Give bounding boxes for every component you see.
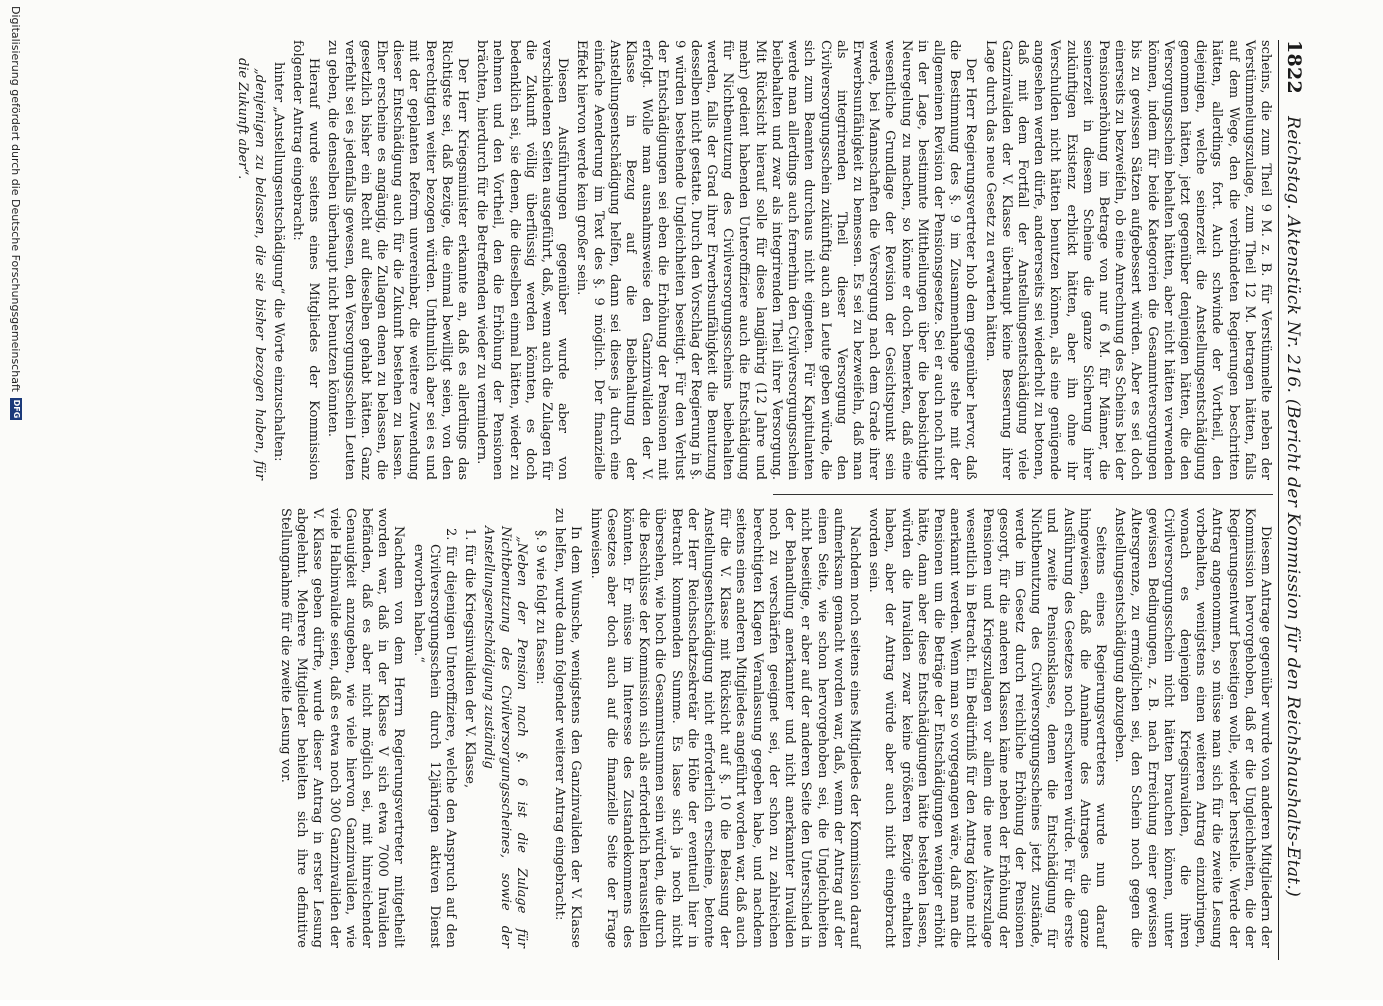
page-number: 1822 <box>1283 40 1305 95</box>
page-header <box>1283 40 1313 960</box>
paragraph: scheins, die zum Theil 9 M. z. B. für Verstümmelte neben der Verstümmelungszulage, zum Theil 12 M. betragen hätten, falls auf dem Wege, den die verbündeten Regierungen beschritten hätten, allerdings fort. Auch schwinde der Vortheil, den diejenigen, welche seinerzeit die Anstellungsentschädigung genommen hätten, jetzt gegenüber denjenigen hätten, die den Versorgungsschein behalten hätten, aber nicht hätten verwenden können, indem für beide Kategorien die Gesammtversorgungen bis zu gewissen Sätzen aufgebessert würden. Aber es sei doch einerseits zu bezweifeln, ob eine Anrechnung des Scheins bei der Pensionserhöhung im Betrage von nur 6 M. für Männer, die seinerzeit in diesem Scheine die ganze Sicherung ihrer zukünftigen Existenz erblickt hätten, aber ihn ohne ihr Verschulden nicht hätten benutzen können, als eine genügende angesehen werden dürfe, andererseits sei wiederholt zu betonen, daß mit dem Fortfall der Anstellungsentschädigung viele Ganzinvaliden der V. Klasse überhaupt keine Besserung ihrer Lage durch das neue Gesetz zu erwarten hätten. <box>982 40 1273 480</box>
paragraph: Der Herr Kriegsminister erkannte an, daß es allerdings das Richtigste sei, daß Bezüge, die einmal bewilligt seien, von den Berechtigten weiter bezogen würden. Unthunlich aber sei es und mit der geplanten Reform unvereinbar, die weitere Zuwendung dieser Entschädigung auch für die Zukunft bestehen zu lassen. Eher erscheine es angängig, die Zulagen denen zu belassen, die gesetzlich bisher ein Recht auf dieselben gehabt hätten. Ganz verfehlt sei es jedenfalls gewesen, den Versorgungsschein Leuten zu geben, die denselben überhaupt nicht benutzen könnten. <box>325 40 471 480</box>
quoted-amendment: „denjenigen zu belassen, die sie bisher bezogen haben, für die Zukunft aber“. <box>235 58 267 480</box>
paragraph: Diesen Ausführungen gegenüber wurde aber von verschiedenen Seiten ausgeführt, daß, wenn auch die Zulagen für die Zukunft völlig überflüssig werden könnten, es doch bedenklich sei, sie denen, die dieselben einmal hätten, wieder zu nehmen und den Vortheil, den die Erhöhung der Pensionen brächten, hierdurch für die Betreffenden wieder zu vermindern. <box>474 40 571 480</box>
paragraph: §. 9 wie folgt zu fassen: <box>533 530 549 685</box>
paragraph: In dem Wunsche, wenigstens den Ganzinvaliden der V. Klasse zu helfen, wurde dann folgender weiterer Antrag eingebracht: <box>552 508 584 948</box>
header-rule <box>1278 40 1279 960</box>
running-title: Reichstag. Aktenstück Nr. 216. (Bericht der Kommission für den Reichshaushalts-Etat.) <box>1283 116 1303 898</box>
list-item: 1. für die Kriegsinvaliden der V. Klasse, <box>462 528 478 789</box>
right-column <box>273 508 1273 948</box>
column-divider <box>773 494 1273 495</box>
left-column <box>235 40 1273 480</box>
paragraph: Seitens eines Regierungsvertreters wurde nun darauf hingewiesen, daß die Annahme des Antrages die ganze Ausführung des Gesetzes noch erschweren würde. Für die erste und zweite Pensionsklasse, denen die Entschädigung für Nichtbenutzung des Civilversorgungsscheines jetzt zustände, werde im Gesetz durch reichliche Erhöhung der Pensionen gesorgt, für die anderen Klassen käme neben der Erhöhung der Pensionen und Kriegszulagen vor allem die neue Alterszulage wesentlich in Betracht. Ein Bedürfniß für den Antrag könne nicht anerkannt werden. Wenn man so vorgegangen wäre, daß man die Pensionen um die Beträge der Entschädigungen weniger erhöht hätte, dann aber diese Entschädigungen hätte bestehen lassen, würden die Invaliden zwar keine größeren Bezüge erhalten haben, aber der Antrag würde aber auch nicht eingebracht worden sein. <box>866 508 1108 948</box>
credit-text: Digitalisierung gefördert durch die Deutsche Forschungsgemeinschaft <box>9 6 23 392</box>
dfg-logo: DFG <box>12 399 21 419</box>
list-item: 2. für diejenigen Unteroffiziere, welche den Anspruch auf den Civilversorgungsschein durch 12jährigen aktiven Dienst erworben haben.“ <box>410 528 459 948</box>
digitization-credit <box>6 0 26 1006</box>
paragraph: Nachdem noch seitens eines Mitgliedes der Kommission darauf aufmerksam gemacht worden war, daß, wenn der Antrag auf der einen Seite, wie schon hervorgehoben sei, die Ungleichheiten nicht beseitige, er aber auf der anderen Seite den Unterschied in der Behandlung anerkannter und nicht anerkannter Invaliden noch zu verschärfen geeignet sei, der schon zu zahlreichen berechtigten Klagen Veranlassung gegeben habe, und nachdem seitens eines anderen Mitgliedes angeführt worden war, daß auch für die V. Klasse mit Rücksicht auf §. 10 die Belassung der Anstellungsentschädigung nicht erforderlich erscheine, betonte der Herr Reichsschatzsekretär die Höhe der eventuell hier in Betracht kommenden Summe. Es lasse sich ja noch nicht übersehen, wie hoch die Gesammtsummen sein würden, die durch die Beschlüsse der Kommission sich als erforderlich herausstellen könnten. Er müsse im Interesse des Zustandekommens des Gesetzes aber doch auch auf die finanzielle Seite der Frage hinweisen. <box>587 508 862 948</box>
paragraph: hinter „Anstellungsentschädigung“ die Worte einzuschalten: <box>270 62 286 462</box>
paragraph: Der Herr Regierungsvertreter hob dem gegenüber hervor, daß die Bestimmung des §. 9 im Zusammenhange stehe mit der allgemeinen Revision der Pensionsgesetze. Sei er auch noch nicht in der Lage, bestimmte Mittheilungen über die beabsichtigte Neuregelung zu machen, so könne er doch bemerken, daß eine wesentliche Grundlage der Revision der Gesichtspunkt sein werde, bei Mannschaften die Versorgung nach dem Grade ihrer Erwerbsunfähigkeit zu bemessen. Es sei zu bezweifeln, daß man als integrirenden Theil dieser Versorgung den Civilversorgungsschein zukünftig auch an Leute geben würde, die sich zum Beamten durchaus nicht eigneten. Für Kapitulanten werde man allerdings auch fernerhin den Civilversorgungsschein beibehalten und zwar als integrirenden Theil ihrer Versorgung. Mit Rücksicht hierauf solle für diese langjährig (12 Jahre und mehr) gedient habenden Unteroffiziere auch die Entschädigung für Nichtbenutzung des Civilversorgungsscheins beibehalten werden, falls der Grad ihrer Erwerbsunfähigkeit die Benutzung desselben nicht gestatte. Durch den Vorschlag der Regierung in §. 9 würden bestehende Ungleichheiten beseitigt. Für den Verlust der Entschädigungen sei eben die Erhöhung der Pensionen mit erfolgt. Wolle man ausnahmsweise den Ganzinvaliden der V. Klasse in Bezug auf die Beibehaltung der Anstellungsentschädigung helfen, dann sei dieses ja durch eine einfache Aenderung im Text des §. 9 möglich. Der finanzielle Effekt hiervon werde kein großer sein. <box>574 40 979 480</box>
paragraph: Nachdem von dem Herrn Regierungsvertreter mitgetheilt worden war, daß in der Klasse V sich etwa 7000 Invaliden befänden, daß es aber nicht möglich sei, mit hinreichender Genauigkeit anzugeben, wie viele hiervon Ganzinvaliden, wie viele Halbinvalide seien, daß es etwa noch 300 Ganzinvaliden der V. Klasse geben dürfte, wurde dieser Antrag in erster Lesung abgelehnt. Mehrere Mitglieder behielten sich ihre definitive Stellungnahme für die zweite Lesung vor. <box>278 508 407 948</box>
paragraph: Hierauf wurde seitens eines Mitgliedes der Kommission folgender Antrag eingebracht: <box>290 40 322 480</box>
quoted-amendment: „Neben der Pension nach §. 6 ist die Zulage für Nichtbenutzung des Civilversorgungsscheines, sowie der Anstellungsentschädigung zuständig <box>481 526 529 948</box>
paragraph: Diesem Antrage gegenüber wurde von anderen Mitgliedern der Kommission hervorgehoben, daß er die Ungleichheiten, die der Regierungsentwurf beseitigen wolle, wieder herstelle. Werde der Antrag angenommen, so müsse man sich für die zweite Lesung vorbehalten, wenigstens einen weiteren Antrag einzubringen, wonach es denjenigen Kriegsinvaliden, die ihren Civilversorgungsschein nicht hätten brauchen können, unter gewissen Bedingungen, z. B. nach Erreichung einer gewissen Altersgrenze, zu ermöglichen sei, den Schein noch gegen die Anstellungsentschädigung abzugeben. <box>1112 508 1273 948</box>
